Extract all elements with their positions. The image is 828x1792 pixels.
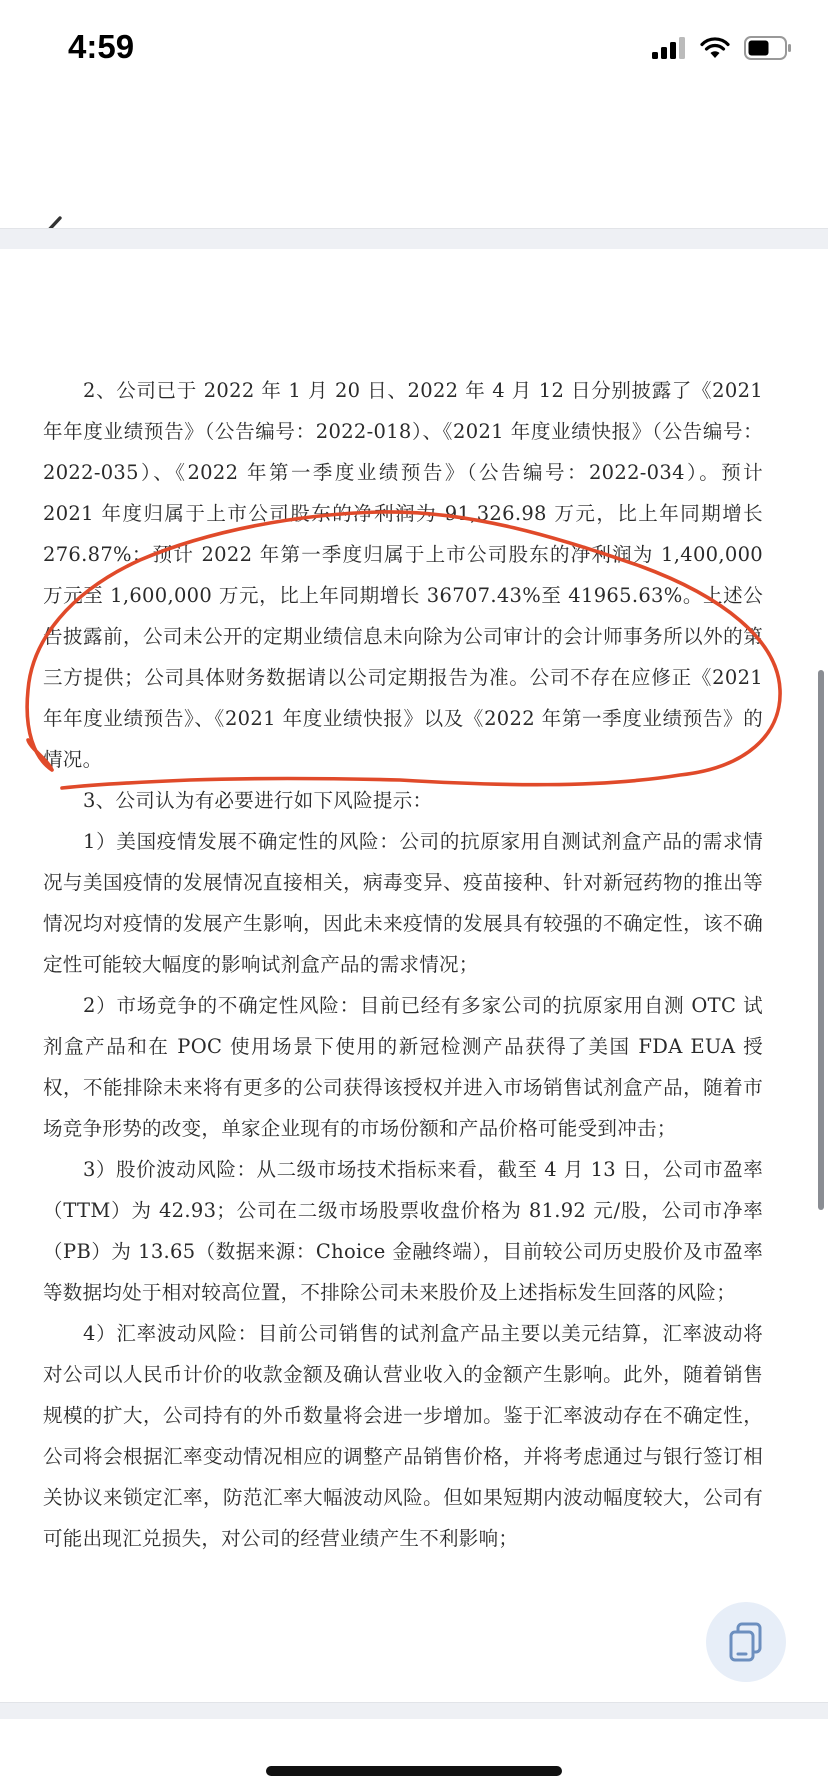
status-icons (652, 36, 792, 60)
document-content (43, 370, 763, 1559)
status-bar (0, 0, 828, 100)
battery-icon (744, 36, 792, 60)
cellular-signal-icon (652, 37, 686, 59)
scrollbar[interactable] (818, 670, 824, 1210)
paragraph-risk-stock-price: 3）股价波动风险：从二级市场技术指标来看，截至 4 月 13 日，公司市盈率（TTM）为 42.93；公司在二级市场股票收盘价格为 81.92 元/股，公司市净率（PB）为 13.65（数据来源：Choice 金融终端），目前较公司历史股价及市盈率等数据均处于相对较高位置，不排除公司未来股价及上述指标发生回落的风险； (43, 1158, 763, 1304)
floating-copy-button[interactable] (706, 1602, 786, 1682)
wifi-icon (700, 37, 730, 59)
nav-bar (0, 100, 828, 230)
footer-separator (0, 1702, 828, 1719)
paragraph-risk-intro: 3、公司认为有必要进行如下风险提示： (83, 789, 433, 812)
header-separator (0, 228, 828, 250)
status-time: 4:59 (68, 28, 135, 65)
paragraph-performance-forecast: 2、公司已于 2022 年 1 月 20 日、2022 年 4 月 12 日分别披露了《2021 年年度业绩预告》（公告编号：2022-018）、《2021 年度业绩快报》（公告编号：2022-035）、《2022 年第一季度业绩预告》（公告编号：2022-034）。预计 2021 年度归属于上市公司股东的净利润为 91,326.98 万元，比上年同期增长 276.87%；预计 2022 年第一季度归属于上市公司股东的净利润为 1,400,000 万元至 1,600,000 万元，比上年同期增长 36707.43%至 41965.63%。上述公告披露前，公司未公开的定期业绩信息未向除为公司审计的会计师事务所以外的第三方提供；公司具体财务数据请以公司定期报告为准。公司不存在应修正《2021 年年度业绩预告》、《2021 年度业绩快报》以及《2022 年第一季度业绩预告》的情况。 (43, 379, 763, 771)
paragraph-risk-epidemic: 1）美国疫情发展不确定性的风险：公司的抗原家用自测试剂盒产品的需求情况与美国疫情的发展情况直接相关，病毒变异、疫苗接种、针对新冠药物的推出等情况均对疫情的发展产生影响，因此未来疫情的发展具有较强的不确定性，该不确定性可能较大幅度的影响试剂盒产品的需求情况； (43, 830, 763, 976)
home-indicator[interactable] (266, 1766, 562, 1776)
copy-document-icon (726, 1620, 766, 1664)
paragraph-risk-competition: 2）市场竞争的不确定性风险：目前已经有多家公司的抗原家用自测 OTC 试剂盒产品和在 POC 使用场景下使用的新冠检测产品获得了美国 FDA EUA 授权，不能排除未来将有更多的公司获得该授权并进入市场销售试剂盒产品，随着市场竞争形势的改变，单家企业现有的市场份额和产品价格可能受到冲击； (43, 994, 763, 1140)
paragraph-risk-exchange-rate: 4）汇率波动风险：目前公司销售的试剂盒产品主要以美元结算，汇率波动将对公司以人民币计价的收款金额及确认营业收入的金额产生影响。此外，随着销售规模的扩大，公司持有的外币数量将会进一步增加。鉴于汇率波动存在不确定性，公司将会根据汇率变动情况相应的调整产品销售价格，并将考虑通过与银行签订相关协议来锁定汇率，防范汇率大幅波动风险。但如果短期内波动幅度较大，公司有可能出现汇兑损失，对公司的经营业绩产生不利影响； (43, 1322, 763, 1550)
